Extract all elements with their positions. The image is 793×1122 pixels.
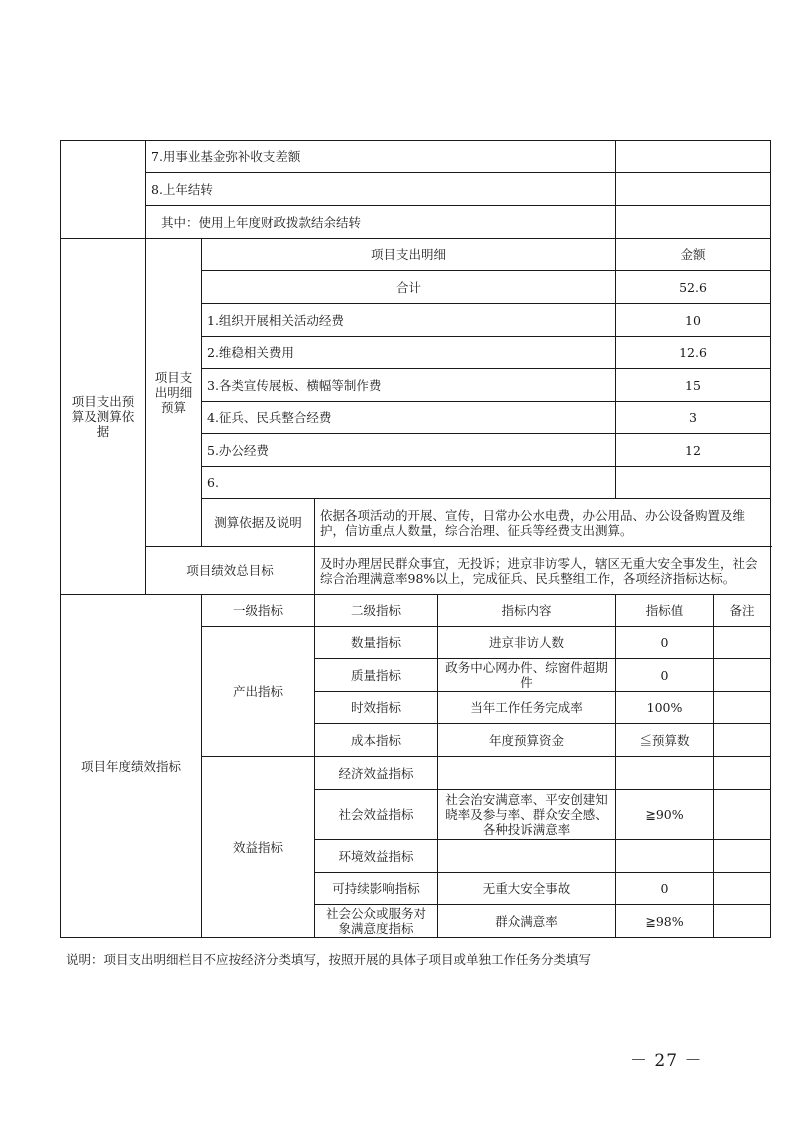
budget-table (60, 140, 771, 938)
budget-basis-label: 测算依据及说明 (202, 499, 315, 547)
indicator-value: ≦预算数 (616, 724, 714, 757)
indicator-header: 备注 (714, 595, 771, 627)
top-row-amount (616, 206, 771, 239)
indicator-note (714, 873, 771, 905)
footnote: 说明：项目支出明细栏目不应按经济分类填写，按照开展的具体子项目或单独工作任务分类填写 (66, 952, 592, 967)
indicator-level2: 质量指标 (315, 659, 438, 692)
budget-basis-text: 依据各项活动的开展、宣传，日常办公水电费，办公用品、办公设备购置及维护，信访重点人数量，综合治理、征兵等经费支出测算。 (315, 499, 771, 547)
budget-item-label: 1.组织开展相关活动经费 (202, 304, 616, 337)
budget-header-item: 项目支出明细 (202, 239, 616, 271)
indicator-content: 社会治安满意率、平安创建知晓率及参与率、群众安全感、各种投诉满意率 (438, 790, 616, 840)
indicator-level2: 环境效益指标 (315, 840, 438, 873)
indicator-value: 0 (616, 873, 714, 905)
indicator-level2: 经济效益指标 (315, 757, 438, 790)
top-row-label: 7.用事业基金弥补收支差额 (146, 141, 616, 173)
budget-total-amount: 52.6 (616, 271, 771, 304)
indicator-content: 进京非访人数 (438, 627, 616, 659)
budget-item-label: 4.征兵、民兵整合经费 (202, 402, 616, 434)
indicator-value: 0 (616, 627, 714, 659)
budget-item-label: 5.办公经费 (202, 434, 616, 467)
indicator-value: ≧98% (616, 905, 714, 938)
indicator-content: 无重大安全事故 (438, 873, 616, 905)
indicator-level2: 成本指标 (315, 724, 438, 757)
indicator-content: 政务中心网办件、综窗件超期件 (438, 659, 616, 692)
indicator-note (714, 692, 771, 724)
budget-item-amount: 12.6 (616, 337, 771, 369)
budget-item-label: 2.维稳相关费用 (202, 337, 616, 369)
blank-cell (61, 141, 146, 239)
budget-sub-label: 项目支出明细预算 (146, 239, 202, 547)
budget-item-amount: 15 (616, 369, 771, 402)
indicator-level1: 效益指标 (202, 757, 315, 938)
top-row-label: 其中：使用上年度财政拨款结余结转 (146, 206, 616, 239)
budget-total-label: 合计 (202, 271, 616, 304)
indicators-label: 项目年度绩效指标 (61, 595, 202, 938)
budget-header-amount: 金额 (616, 239, 771, 271)
indicator-value: 100% (616, 692, 714, 724)
indicator-note (714, 905, 771, 938)
indicator-value: ≧90% (616, 790, 714, 840)
indicator-header: 指标内容 (438, 595, 616, 627)
indicator-content (438, 757, 616, 790)
indicator-header: 二级指标 (315, 595, 438, 627)
top-row-amount (616, 173, 771, 206)
indicator-note (714, 757, 771, 790)
top-row-amount (616, 141, 771, 173)
indicator-level2: 可持续影响指标 (315, 873, 438, 905)
indicator-note (714, 724, 771, 757)
indicator-note (714, 627, 771, 659)
indicator-note (714, 659, 771, 692)
indicator-content: 群众满意率 (438, 905, 616, 938)
indicator-level2: 社会效益指标 (315, 790, 438, 840)
indicator-level2: 数量指标 (315, 627, 438, 659)
goal-label: 项目绩效总目标 (146, 547, 315, 595)
goal-text: 及时办理居民群众事宜，无投诉；进京非访零人，辖区无重大安全事发生，社会综合治理满意率98%以上，完成征兵、民兵整组工作，各项经济指标达标。 (315, 547, 771, 595)
budget-item-amount (616, 467, 771, 499)
indicator-content (438, 840, 616, 873)
indicator-note (714, 840, 771, 873)
budget-item-amount: 12 (616, 434, 771, 467)
budget-section-label: 项目支出预算及测算依据 (61, 239, 146, 595)
indicator-level1: 产出指标 (202, 627, 315, 757)
indicator-header: 指标值 (616, 595, 714, 627)
top-row-label: 8.上年结转 (146, 173, 616, 206)
budget-item-label: 3.各类宣传展板、横幅等制作费 (202, 369, 616, 402)
budget-item-label: 6. (202, 467, 616, 499)
indicator-level2: 时效指标 (315, 692, 438, 724)
budget-item-amount: 10 (616, 304, 771, 337)
indicator-note (714, 790, 771, 840)
page-number: － 27 － (630, 1051, 703, 1071)
budget-item-amount: 3 (616, 402, 771, 434)
indicator-value: 0 (616, 659, 714, 692)
indicator-content: 年度预算资金 (438, 724, 616, 757)
indicator-content: 当年工作任务完成率 (438, 692, 616, 724)
indicator-header: 一级指标 (202, 595, 315, 627)
indicator-level2: 社会公众或服务对象满意度指标 (315, 905, 438, 938)
indicator-value (616, 757, 714, 790)
indicator-value (616, 840, 714, 873)
